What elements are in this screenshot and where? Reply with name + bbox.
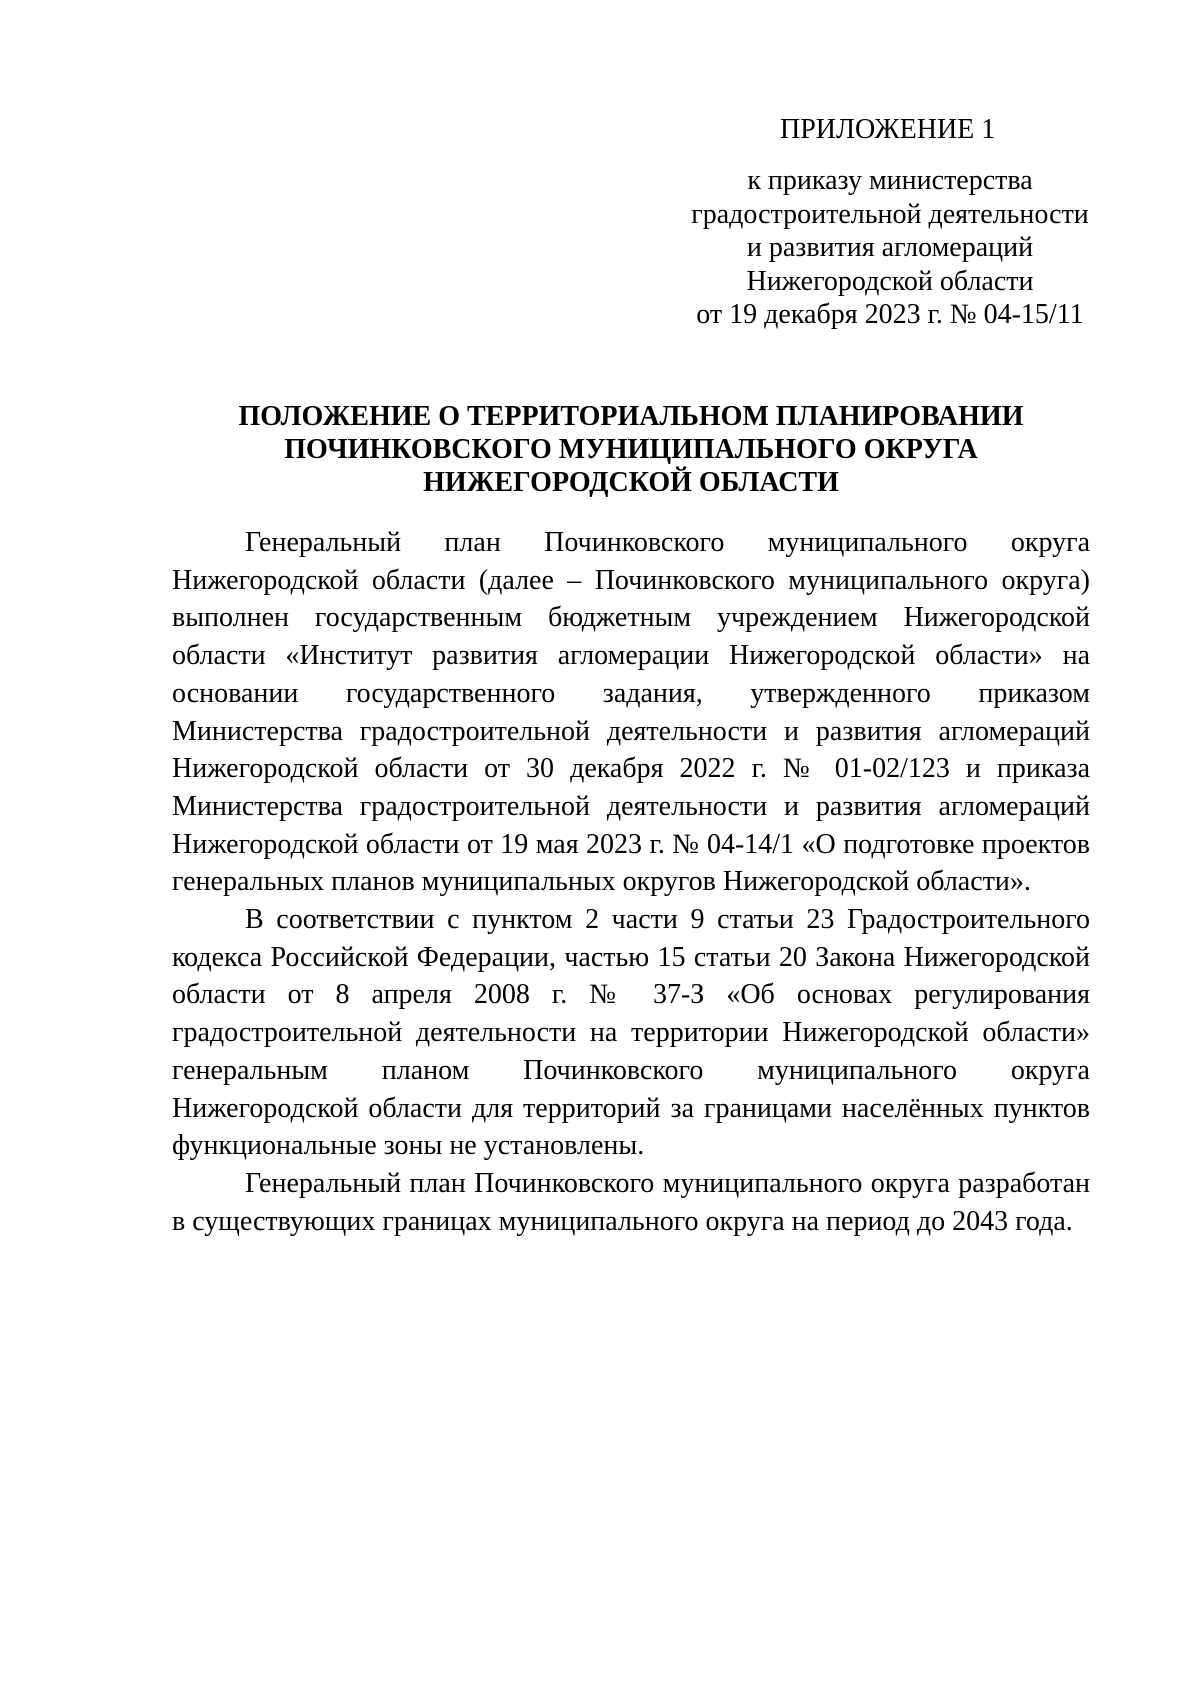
order-reference-line: Нижегородской области [746, 265, 1034, 297]
order-reference-line: и развития агломераций [746, 232, 1034, 263]
body-paragraph: Генеральный план Починковского муниципального округа Нижегородской области (далее – Починковского муниципального округа) выполнен государственным бюджетным учреждением Нижегородской области «Институт развития агломерации Нижегородской области» на основании государственного задания, утвержденного приказом Министерства градостроительной деятельности и развития агломераций Нижегородской области от 30 декабря 2022 г. № 01-02/123 и приказа Министерства градостроительной деятельности и развития агломераций Нижегородской области от 19 мая 2023 г. № 04-14/1 «О подготовке проектов генеральных планов муниципальных округов Нижегородской области». [172, 527, 1090, 898]
order-reference-line: к приказу министерства [747, 165, 1033, 196]
document-title-line: НИЖЕГОРОДСКОЙ ОБЛАСТИ [423, 467, 839, 498]
body-paragraph: Генеральный план Починковского муниципального округа разработан в существующих границах муниципального округа на период до 2043 года. [172, 1167, 1090, 1237]
body-paragraph: В соответствии с пунктом 2 части 9 статьи 23 Градостроительного кодекса Российской Федерации, частью 15 статьи 20 Закона Нижегородской области от 8 апреля 2008 г. № 37-З «Об основах регулирования градостроительной деятельности на территории Нижегородской области» генеральным планом Починковского муниципального округа Нижегородской области для территорий за границами населённых пунктов функциональные зоны не установлены. [172, 904, 1090, 1162]
order-reference-line: градостроительной деятельности [691, 198, 1089, 230]
document-title-line: ПОЛОЖЕНИЕ О ТЕРРИТОРИАЛЬНОМ ПЛАНИРОВАНИИ [238, 401, 1024, 432]
document-title-line: ПОЧИНКОВСКОГО МУНИЦИПАЛЬНОГО ОКРУГА [284, 434, 978, 465]
document-body [172, 524, 1090, 1240]
appendix-label: ПРИЛОЖЕНИЕ 1 [780, 114, 996, 145]
order-reference-line: от 19 декабря 2023 г. № 04-15/11 [696, 299, 1084, 330]
order-reference [670, 164, 1110, 332]
document-title [172, 400, 1090, 499]
